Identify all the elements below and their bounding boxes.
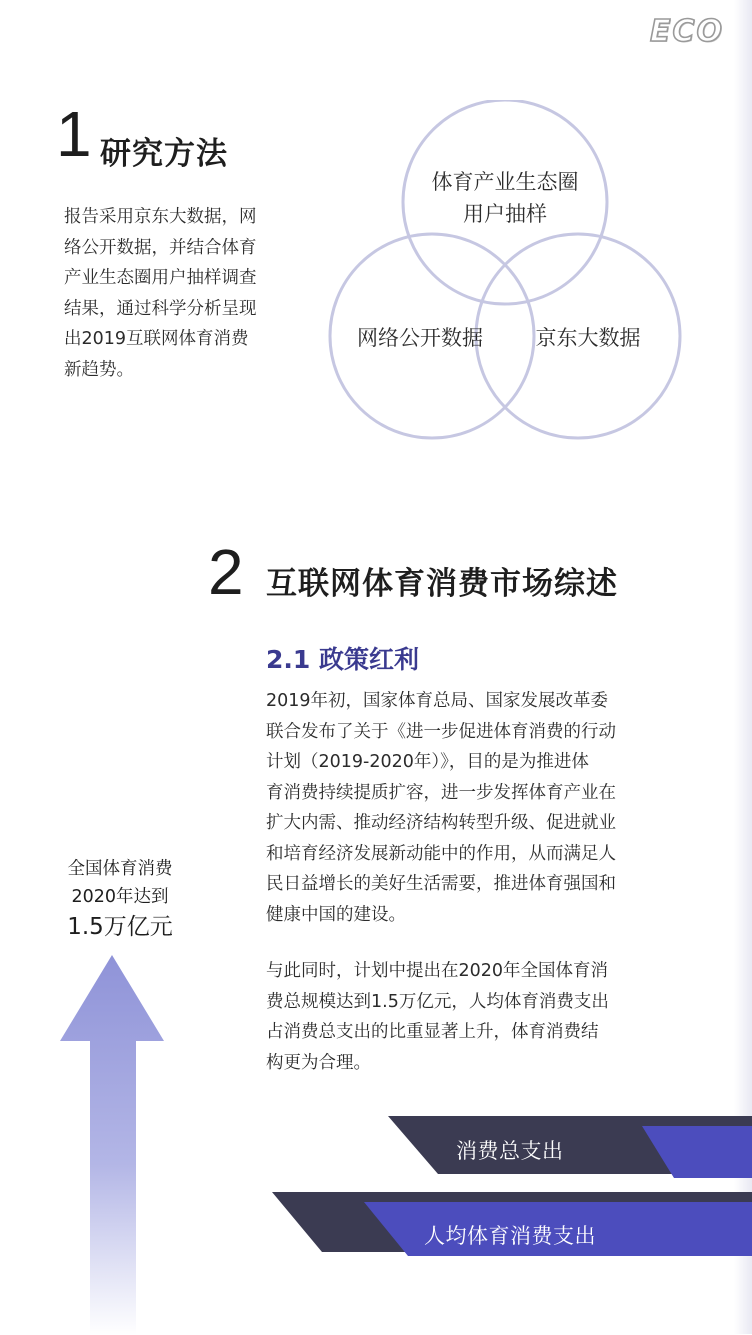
goal-label (50, 855, 190, 943)
section2-paragraph-1 (266, 686, 686, 930)
bar2-label: 人均体育消费支出 (424, 1224, 596, 1248)
para1-line: 育消费持续提质扩容，进一步发挥体育产业在 (266, 782, 616, 803)
venn-left-label: 网络公开数据 (357, 326, 483, 350)
section1-line: 络公开数据，并结合体育 (64, 237, 257, 258)
para1-line: 联合发布了关于《进一步促进体育消费的行动 (266, 721, 616, 742)
up-arrow-icon (60, 955, 170, 1335)
para1-line: 2019年初，国家体育总局、国家发展改革委 (266, 691, 609, 711)
section2-title: 互联网体育消费市场综述 (266, 566, 618, 602)
eco-logo: ECO (649, 14, 724, 49)
para1-line: 民日益增长的美好生活需要，推进体育强国和 (266, 874, 616, 894)
para1-line: 计划（2019-2020年）》，目的是为推进体 (266, 752, 589, 772)
venn-diagram (320, 100, 690, 445)
para2-line: 费总规模达到1.5万亿元，人均体育消费支出 (266, 991, 609, 1012)
goal-line-3: 1.5万亿元 (67, 914, 173, 940)
section2-paragraph-2 (266, 956, 686, 1078)
section1-title: 研究方法 (100, 136, 228, 172)
goal-line-2: 2020年达到 (71, 887, 169, 907)
venn-top-label-line2: 用户抽样 (463, 202, 547, 226)
para1-line: 健康中国的建设。 (266, 904, 406, 925)
para1-line: 和培育经济发展新动能中的作用，从而满足人 (266, 843, 616, 864)
section2-subtitle: 2.1 政策红利 (266, 645, 419, 674)
section1-line: 出2019互联网体育消费 (64, 329, 249, 349)
goal-line-1: 全国体育消费 (67, 859, 173, 879)
section1-number: 1 (56, 98, 92, 170)
section1-line: 新趋势。 (64, 359, 134, 380)
para2-line: 占消费总支出的比重显著上升，体育消费结 (266, 1022, 599, 1042)
venn-right-label: 京东大数据 (535, 326, 641, 350)
section1-text (64, 202, 296, 385)
section1-line: 结果，通过科学分析呈现 (64, 298, 257, 319)
venn-top-label-line1: 体育产业生态圈 (431, 170, 579, 194)
section1-line: 产业生态圈用户抽样调查 (64, 268, 257, 288)
para1-line: 扩大内需、推动经济结构转型升级、促进就业 (266, 813, 616, 833)
bar1-label: 消费总支出 (456, 1139, 564, 1163)
section1-line: 报告采用京东大数据，网 (64, 207, 257, 227)
section2-number: 2 (208, 536, 244, 608)
para2-line: 与此同时，计划中提出在2020年全国体育消 (266, 961, 609, 981)
para2-line: 构更为合理。 (266, 1052, 371, 1073)
